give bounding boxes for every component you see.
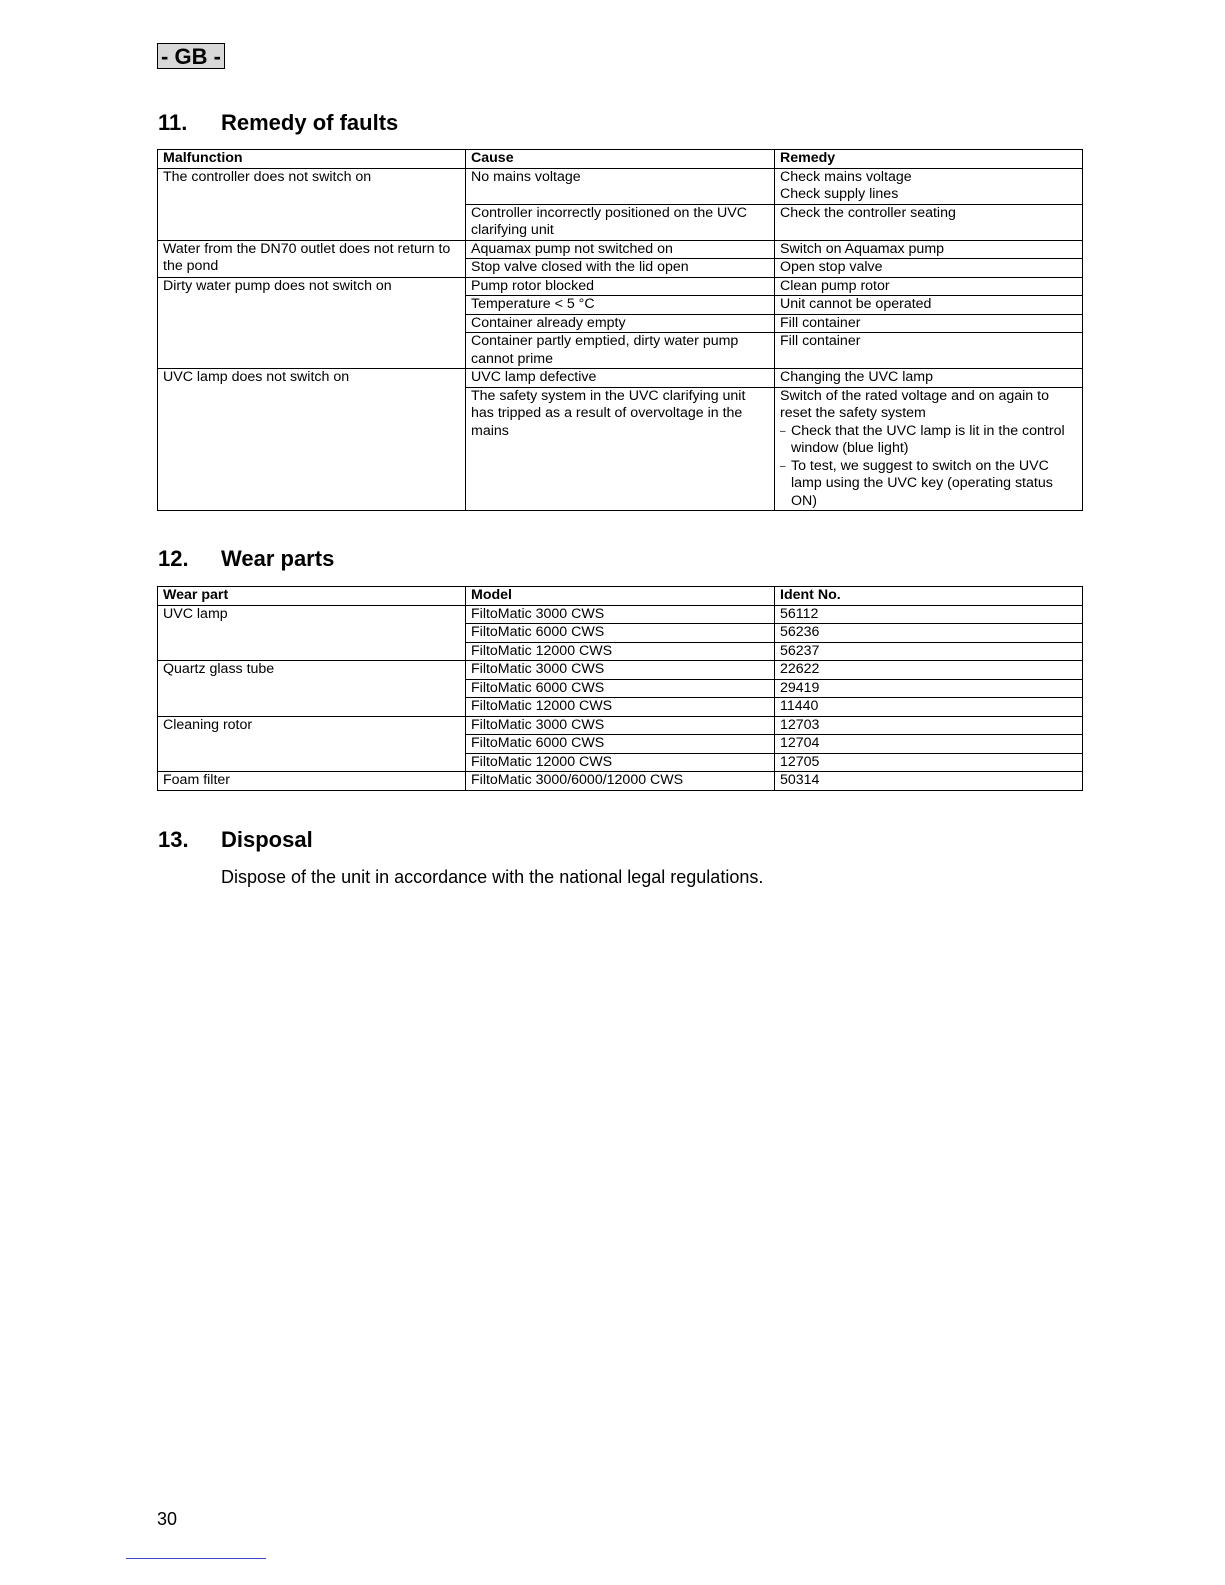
cause-cell: Container already empty [466,314,775,333]
remedy-cell: Changing the UVC lamp [775,369,1083,388]
column-header: Remedy [775,150,1083,169]
section-title: Disposal [221,827,313,852]
model-cell: FiltoMatic 3000 CWS [466,661,775,680]
table-row [158,369,1083,388]
ident-cell: 56112 [775,605,1083,624]
remedy-line: Check mains voltage [780,168,912,185]
dash-icon: – [780,425,786,437]
language-badge: - GB - [157,43,225,69]
remedy-line: Switch of the rated voltage and on again to reset the safety system [780,387,1049,421]
ident-cell: 11440 [775,698,1083,717]
malfunction-cell: UVC lamp does not switch on [158,369,466,511]
wear-part-cell: Quartz glass tube [158,661,466,717]
table-row [158,240,1083,259]
dash-icon: – [780,460,786,472]
table-row [158,277,1083,296]
cause-cell: No mains voltage [466,168,775,204]
remedy-cell: Switch on Aquamax pump [775,240,1083,259]
section-title: Wear parts [221,546,335,571]
faults-table [157,149,1083,511]
ident-cell: 29419 [775,679,1083,698]
wear-header-row [158,587,1083,606]
cause-cell: Container partly emptied, dirty water pump cannot prime [466,333,775,369]
table-row [158,716,1083,735]
cause-cell: Stop valve closed with the lid open [466,259,775,278]
section-number: 11. [158,110,188,135]
remedy-cell: Clean pump rotor [775,277,1083,296]
ident-cell: 56236 [775,624,1083,643]
section-number: 13. [158,827,189,852]
wear-part-cell: Foam filter [158,772,466,791]
ident-cell: 12705 [775,753,1083,772]
cause-cell: The safety system in the UVC clarifying unit has tripped as a result of overvoltage in the mains [466,387,775,511]
column-header: Cause [466,150,775,169]
model-cell: FiltoMatic 3000 CWS [466,716,775,735]
table-row [158,605,1083,624]
column-header: Wear part [158,587,466,606]
page-number: 30 [157,1509,178,1529]
ident-cell: 50314 [775,772,1083,791]
column-header: Ident No. [775,587,1083,606]
disposal-text: Dispose of the unit in accordance with the national legal regulations. [221,867,764,887]
cause-cell: Temperature < 5 °C [466,296,775,315]
model-cell: FiltoMatic 6000 CWS [466,624,775,643]
malfunction-cell: The controller does not switch on [158,168,466,240]
table-row [158,168,1083,204]
cause-cell: Aquamax pump not switched on [466,240,775,259]
ident-cell: 12703 [775,716,1083,735]
remedy-cell: Open stop valve [775,259,1083,278]
bullet-text: Check that the UVC lamp is lit in the control window (blue light) [791,422,1065,456]
malfunction-cell: Water from the DN70 outlet does not return to the pond [158,240,466,277]
section-title: Remedy of faults [221,110,399,135]
remedy-line: Check supply lines [780,186,899,202]
footer-link-underline [126,1558,266,1559]
section-number: 12. [158,546,189,571]
wear-parts-table [157,586,1083,791]
remedy-cell [775,168,1083,204]
ident-cell: 22622 [775,661,1083,680]
wear-part-cell: Cleaning rotor [158,716,466,772]
cause-cell: Pump rotor blocked [466,277,775,296]
model-cell: FiltoMatic 6000 CWS [466,735,775,754]
remedy-cell: Unit cannot be operated [775,296,1083,315]
remedy-cell [775,387,1083,511]
model-cell: FiltoMatic 12000 CWS [466,753,775,772]
table-row [158,661,1083,680]
table-row [158,772,1083,791]
remedy-bullet [780,423,1077,458]
remedy-cell: Fill container [775,314,1083,333]
remedy-bullet [780,458,1077,511]
model-cell: FiltoMatic 3000/6000/12000 CWS [466,772,775,791]
remedy-cell: Check the controller seating [775,204,1083,240]
cause-cell: UVC lamp defective [466,369,775,388]
model-cell: FiltoMatic 6000 CWS [466,679,775,698]
model-cell: FiltoMatic 3000 CWS [466,605,775,624]
malfunction-cell: Dirty water pump does not switch on [158,277,466,369]
bullet-text: To test, we suggest to switch on the UVC lamp using the UVC key (operating status ON) [791,457,1053,509]
ident-cell: 12704 [775,735,1083,754]
cause-cell: Controller incorrectly positioned on the UVC clarifying unit [466,204,775,240]
wear-part-cell: UVC lamp [158,605,466,661]
model-cell: FiltoMatic 12000 CWS [466,698,775,717]
model-cell: FiltoMatic 12000 CWS [466,642,775,661]
ident-cell: 56237 [775,642,1083,661]
column-header: Model [466,587,775,606]
faults-header-row [158,150,1083,169]
remedy-cell: Fill container [775,333,1083,369]
column-header: Malfunction [158,150,466,169]
